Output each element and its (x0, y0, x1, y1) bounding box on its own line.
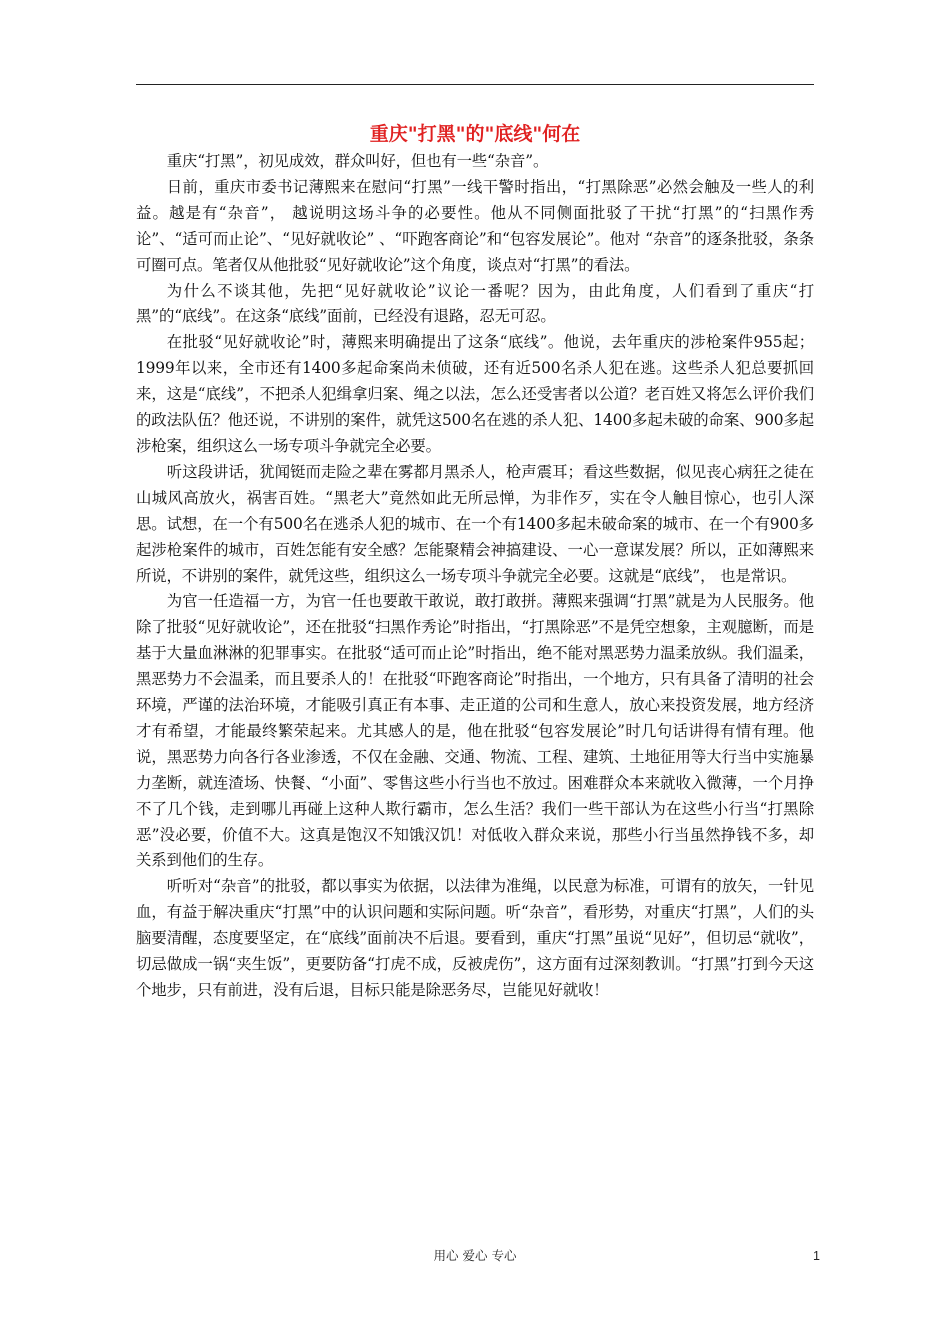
paragraph-3: 为什么不谈其他，先把“见好就收论”议论一番呢？因为，由此角度，人们看到了重庆“打黑”的“底线”。在这条“底线”面前，已经没有退路，忍无可忍。 (136, 281, 814, 326)
footer-slogan: 用心 爱心 专心 (433, 1248, 517, 1263)
paragraph-7: 听听对“杂音”的批驳，都以事实为依据，以法律为准绳，以民意为标准，可谓有的放矢，一针见血，有益于解决重庆“打黑”中的认识问题和实际问题。听“杂音”，看形势，对重庆“打黑”，人们的头脑要清醒，态度要坚定，在“底线”面前决不后退。要看到，重庆“打黑”虽说“见好”，但切忌“就收”，切忌做成一锅“夹生饭”，更要防备“打虎不成，反被虎伤”，这方面有过深刻教训。“打黑”打到今天这个地步，只有前进，没有后退，目标只能是除恶务尽，岂能见好就收！ (136, 877, 814, 999)
document-body (136, 149, 814, 1004)
header-rule (136, 84, 814, 85)
page-number: 1 (813, 1249, 820, 1263)
paragraph-5: 听这段讲话，犹闻铤而走险之辈在雾都月黑杀人，枪声震耳；看这些数据，似见丧心病狂之徒在山城风高放火，祸害百姓。“黑老大”竟然如此无所忌惮，为非作歹，实在令人触目惊心，也引人深思。试想，在一个有500名在逃杀人犯的城市、在一个有1400多起未破命案的城市、在一个有900多起涉枪案件的城市，百姓怎能有安全感？怎能聚精会神搞建设、一心一意谋发展？所以，正如薄熙来所说，不讲别的案件，就凭这些，组织这么一场专项斗争就完全必要。这就是“底线”， 也是常识。 (136, 462, 814, 585)
paragraph-2: 日前，重庆市委书记薄熙来在慰问“打黑”一线干警时指出，“打黑除恶”必然会触及一些人的利益。越是有“杂音”， 越说明这场斗争的必要性。他从不同侧面批驳了干扰“打黑”的“扫黑作秀论”、“适可而止论”、“见好就收论” 、“吓跑客商论”和“包容发展论”。他对 “杂音”的逐条批驳，条条可圈可点。笔者仅从他批驳“见好就收论”这个角度，谈点对“打黑”的看法。 (136, 177, 814, 274)
paragraph-4: 在批驳“见好就收论”时，薄熙来明确提出了这条“底线”。他说，去年重庆的涉枪案件955起；1999年以来，全市还有1400多起命案尚未侦破，还有近500名杀人犯在逃。这些杀人犯总要抓回来，这是“底线”，不把杀人犯缉拿归案、绳之以法，怎么还受害者以公道？老百姓又将怎么评价我们的政法队伍？他还说，不讲别的案件，就凭这500名在逃的杀人犯、1400多起未破的命案、900多起涉枪案，组织这么一场专项斗争就完全必要。 (136, 333, 814, 455)
paragraph-6: 为官一任造福一方，为官一任也要敢干敢说，敢打敢拼。薄熙来强调“打黑”就是为人民服务。他除了批驳“见好就收论”，还在批驳“扫黑作秀论”时指出，“打黑除恶”不是凭空想象，主观臆断，而是基于大量血淋淋的犯罪事实。在批驳“适可而止论”时指出，绝不能对黑恶势力温柔放纵。我们温柔，黑恶势力不会温柔，而且要杀人的！在批驳“吓跑客商论”时指出，一个地方，只有具备了清明的社会环境，严谨的法治环境，才能吸引真正有本事、走正道的公司和生意人，放心来投资发展，地方经济才有希望，才能最终繁荣起来。尤其感人的是，他在批驳“包容发展论”时几句话讲得有情有理。他说，黑恶势力向各行各业渗透，不仅在金融、交通、物流、工程、建筑、土地征用等大行当中实施暴力垄断，就连渣场、快餐、“小面”、零售这些小行当也不放过。困难群众本来就收入微薄，一个月挣不了几个钱，走到哪儿再碰上这种人欺行霸市，怎么生活？我们一些干部认为在这些小行当“打黑除恶”没必要，价值不大。这真是饱汉不知饿汉饥！对低收入群众来说，那些小行当虽然挣钱不多，却关系到他们的生存。 (136, 592, 814, 870)
paragraph-1: 重庆“打黑”，初见成效，群众叫好，但也有一些“杂音”。 (166, 152, 549, 170)
document-title: 重庆"打黑"的"底线"何在 (369, 123, 581, 145)
